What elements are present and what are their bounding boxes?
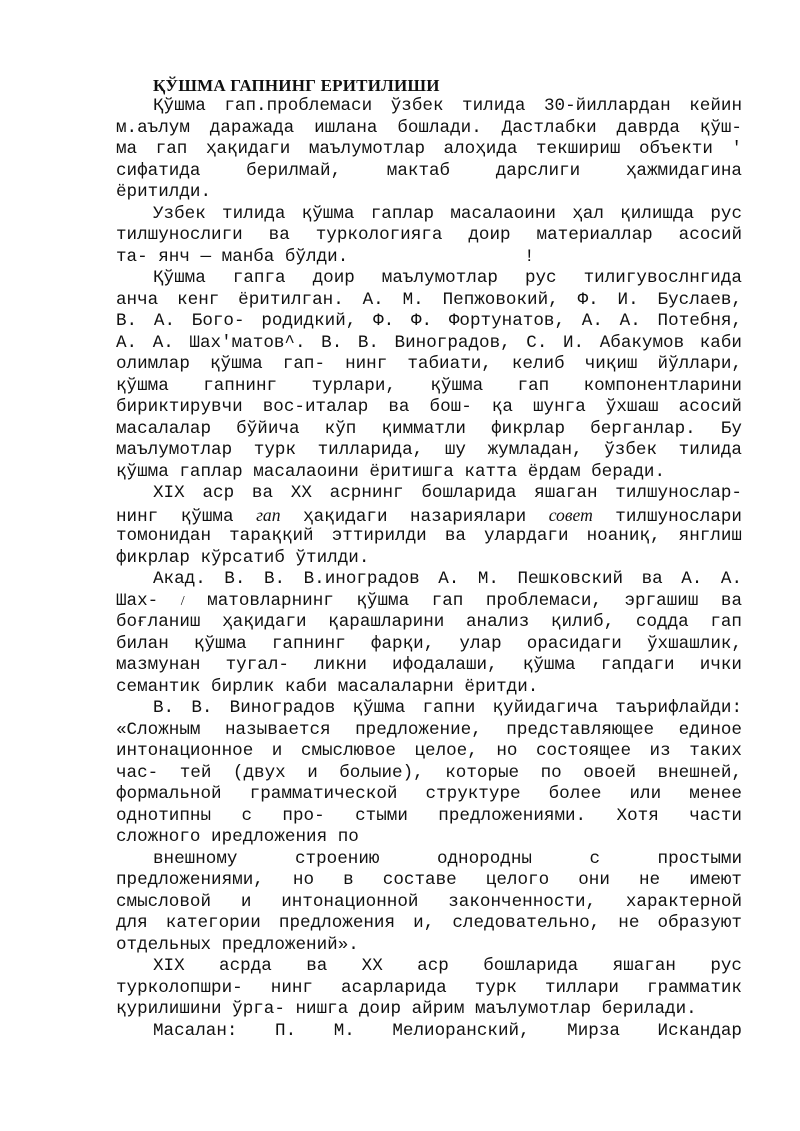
text-segment: тилшунослари	[615, 507, 742, 527]
text-segment-mark: /	[180, 594, 185, 609]
text-segment: ҳақидаги назариялари	[303, 507, 527, 527]
text-line: тилшунослиги ва туркологияга доир материаллар асосий	[116, 225, 742, 245]
text-line: В. В. Виноградов қўшма гапни қуйидагича таърифлайди:	[153, 698, 742, 718]
text-line: ёритилди.	[116, 182, 212, 202]
text-line: турколопшри- нинг асарларида турк тиллари грамматик	[116, 978, 742, 998]
text-line: олимлар қўшма гап- нинг табиати, келиб чиқиш йўллари,	[116, 354, 742, 374]
text-segment: Шах-	[116, 591, 159, 611]
text-line: бириктирувчи вос-италар ва бош- қа шунга ўхшаш асосий	[116, 397, 742, 417]
text-line: предложениями, но в составе целого они не имеют	[116, 870, 742, 890]
text-line: однотипны с про- стыми предложениями. Хотя части	[116, 806, 742, 826]
text-line: отдельных предложений».	[116, 935, 359, 955]
text-line: ма гап ҳақидаги маълумотлар алоҳида текшириш объекти '	[116, 139, 742, 159]
text-line: Қўшма гап.проблемаси ўзбек тилида 30-йиллардан кейин	[153, 96, 742, 116]
text-line: сложного иредложения по	[116, 827, 359, 847]
text-line: маълумотлар турк тилларида, шу жумладан, ўзбек тилида	[116, 440, 742, 460]
text-line-mixed	[116, 591, 742, 612]
text-line: мазмунан тугал- ликни ифодалаши, қўшма гапдаги ички	[116, 655, 742, 675]
text-line: фикрлар кўрсатиб ўтилди.	[116, 548, 370, 568]
text-line: қўшма гаплар масалаоини ёритишга катта ёрдам беради.	[116, 462, 666, 482]
text-line: XIX аср ва XX асрнинг бошларида яшаган тилшунослар-	[153, 483, 742, 503]
text-line: внешному строению однородны с простыми	[153, 849, 742, 869]
text-line: Қўшма гапга доир маълумотлар рус тилигувослнгида	[153, 268, 742, 288]
text-line-mixed	[116, 505, 742, 528]
text-line: XIX асрда ва XX аср бошларида яшаган рус	[153, 956, 742, 976]
text-line: масалалар бўйича кўп қимматли фикрлар берганлар. Бу	[116, 419, 742, 439]
text-segment-italic: гап	[256, 505, 281, 525]
stray-mark: !	[524, 247, 535, 267]
text-line: қурилишини ўрга- нишга доир айрим маълумотлар берилади.	[116, 999, 697, 1019]
text-line: семантик бирлик каби масалаларни ёритди.	[116, 677, 539, 697]
text-line: А. А. Шах'матов^. В. В. Виноградов, С. И. Абакумов каби	[116, 333, 742, 353]
text-line: «Сложным называется предложение, представляющее единое	[116, 720, 742, 740]
text-segment-italic: совет	[548, 505, 593, 525]
text-line: смысловой и интонационной законченности, характерной	[116, 892, 742, 912]
text-line: для категории предложения и, следовательно, не образуют	[116, 913, 742, 933]
text-line: сифатида берилмай, мактаб дарслиги ҳажмидагина	[116, 161, 742, 181]
text-line: боғланиш ҳақидаги қарашларини анализ қилиб, содда гап	[116, 612, 742, 632]
text-line: анча кенг ёритилган. А. М. Пепжовокий, Ф. И. Буслаев,	[116, 290, 742, 310]
text-segment: матовларнинг қўшма гап проблемаси, эргашиш ва	[207, 591, 743, 611]
text-line: м.аълум даражада ишлана бошлади. Дастлабки даврда қўш-	[116, 118, 742, 138]
text-line: билан қўшма гапнинг фарқи, улар орасидаги ўхшашлик,	[116, 634, 742, 654]
text-line: формальной грамматической структуре более или менее	[116, 784, 742, 804]
text-line: час- тей (двух и болыие), которые по овоей внешней,	[116, 763, 742, 783]
text-segment: нинг қўшма	[116, 507, 234, 527]
text-line: В. А. Бого- родидкий, Ф. Ф. Фортунатов, А. А. Потебня,	[116, 311, 742, 331]
text-line: томонидан тараққий эттирилди ва улардаги ноаниқ, янглиш	[116, 526, 742, 546]
text-line: қўшма гапнинг турлари, қўшма гап компонентларини	[116, 376, 742, 396]
text-line: Узбек тилида қўшма гаплар масалаоини ҳал қилишда рус	[153, 204, 742, 224]
text-line: интонационное и смыслювое целое, но состоящее из таких	[116, 741, 742, 761]
text-line: та- янч — манба бўлди.	[116, 247, 349, 267]
text-line: Масалан: П. М. Мелиоранский, Мирза Искандар	[153, 1021, 742, 1041]
text-line: Акад. В. В. В.иноградов А. М. Пешковский ва А. А.	[153, 569, 742, 589]
page-title: ҚЎШМА ГАПНИНГ ЕРИТИЛИШИ	[153, 76, 440, 95]
